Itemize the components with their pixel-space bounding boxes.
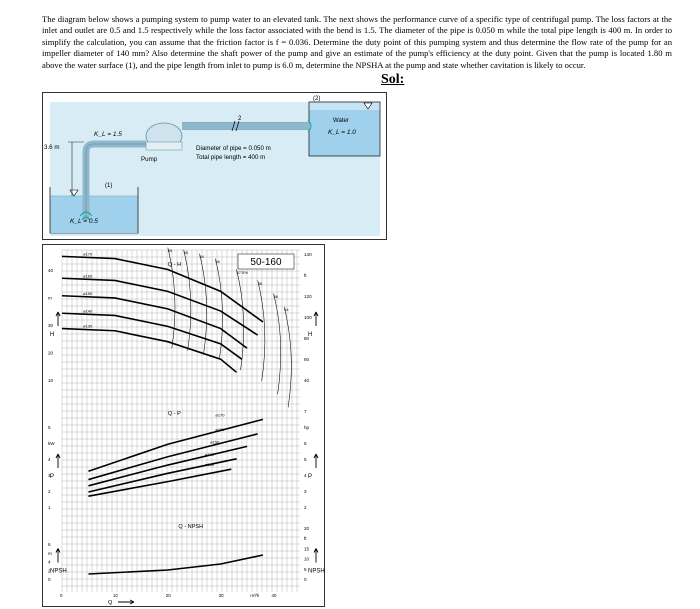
right-tick-label: 5 <box>304 457 307 462</box>
impeller-label: ø140 <box>83 308 93 314</box>
left-tick-label: m <box>48 295 52 301</box>
right-tick-label: 4 <box>304 473 307 478</box>
right-axis-arrow <box>314 454 318 468</box>
pipe-diameter-label: Diameter of pipe = 0.050 m <box>196 145 271 152</box>
kl-bend-label: K_L = 1.5 <box>94 131 122 138</box>
efficiency-label: 50 <box>183 250 189 256</box>
x-tick-label: 30 <box>218 593 224 598</box>
left-tick-label: 2 <box>48 568 51 574</box>
efficiency-label: 57.5% <box>236 269 248 275</box>
left-tick-label: 4 <box>48 457 51 462</box>
height-label: 3.6 m <box>44 144 60 151</box>
impeller-label: ø170 <box>215 412 225 418</box>
pumping-system-diagram <box>42 92 387 240</box>
curve-label: Q - H <box>167 262 182 268</box>
left-tick-label: 2 <box>48 489 51 494</box>
left-axis-arrow <box>56 549 60 563</box>
right-axis-arrow <box>314 312 318 326</box>
right-axis-label: P <box>308 474 313 480</box>
left-tick-label: 0 <box>48 577 51 582</box>
right-tick-label: 15 <box>304 546 310 552</box>
point-1-label: (1) <box>105 183 113 189</box>
x-tick-label: 20 <box>165 593 171 598</box>
right-tick-label: 6 <box>304 441 307 446</box>
left-tick-label: 5 <box>48 425 51 430</box>
right-tick-label: ft <box>304 536 307 542</box>
left-tick-label: 3 <box>48 473 51 478</box>
left-tick-label: 30 <box>48 323 54 328</box>
efficiency-contour <box>284 307 291 408</box>
left-tick-label: 1 <box>48 505 51 510</box>
impeller-label: ø150 <box>83 290 93 296</box>
curve-ø150 <box>88 446 247 485</box>
right-tick-label: 3 <box>304 489 307 494</box>
right-tick-label: hp <box>304 425 310 430</box>
right-tick-label: 20 <box>304 526 310 531</box>
impeller-label: ø150 <box>210 439 220 445</box>
x-tick-label: 0 <box>60 593 63 598</box>
curve-label: Q - NPSH <box>178 524 204 530</box>
right-tick-label: 0 <box>304 577 307 582</box>
efficiency-contour <box>258 280 265 381</box>
lower-reservoir-water <box>51 196 138 233</box>
right-tick-label: 60 <box>304 357 310 362</box>
left-tick-label: kW <box>48 441 55 446</box>
x-axis-label: Q <box>108 600 113 606</box>
solution-label: Sol: <box>381 72 405 87</box>
efficiency-label: 56 <box>215 258 220 264</box>
impeller-label: ø160 <box>215 426 225 432</box>
right-tick-label: 5 <box>304 566 307 572</box>
right-tick-label: 2 <box>304 505 307 510</box>
x-tick-label: m³/h <box>250 593 260 598</box>
x-axis-arrow <box>118 600 134 604</box>
impeller-label: ø160 <box>83 273 93 279</box>
left-tick-label: 40 <box>48 268 54 273</box>
left-tick-label: 6 <box>48 542 51 547</box>
pump-label: Pump <box>141 156 158 163</box>
efficiency-label: 54 <box>199 254 204 260</box>
efficiency-label: 45 <box>167 248 173 253</box>
point-2-label: (2) <box>313 96 321 102</box>
kl-outlet-label: K_L = 1.0 <box>328 129 356 136</box>
x-tick-label: 10 <box>112 593 118 598</box>
right-tick-label: ft <box>304 273 307 278</box>
pipe-length-label: Total pipe length = 400 m <box>196 154 266 161</box>
curve-label: Q - P <box>167 411 181 417</box>
right-tick-label: 100 <box>304 315 312 320</box>
curve-ø130 <box>62 329 237 373</box>
chart-title: 50-160 <box>250 257 282 268</box>
svg-text:2: 2 <box>238 116 242 122</box>
right-axis-arrow <box>314 549 318 563</box>
x-tick-label: 40 <box>271 593 277 598</box>
left-axis-arrow <box>56 312 60 326</box>
impeller-label: ø130 <box>83 323 93 329</box>
right-axis-label: H <box>308 332 313 338</box>
left-axis-label: NPSH <box>50 568 67 575</box>
left-tick-label: m <box>48 550 52 556</box>
efficiency-label: 54 <box>284 307 289 313</box>
left-tick-label: 4 <box>48 559 51 565</box>
right-tick-label: 10 <box>304 556 310 562</box>
impeller-label: ø140 <box>204 451 214 457</box>
right-tick-label: 120 <box>304 294 312 299</box>
efficiency-label: 58 <box>257 280 263 286</box>
right-tick-label: 7 <box>304 409 307 414</box>
left-axis-label: H <box>50 332 55 338</box>
left-axis-label: P <box>50 474 55 480</box>
curve-ø150 <box>62 296 247 349</box>
right-tick-label: 80 <box>304 336 310 341</box>
left-tick-label: 10 <box>48 378 54 383</box>
impeller-label: ø130 <box>204 462 214 468</box>
water-label: Water <box>333 118 349 124</box>
impeller-label: ø170 <box>83 251 93 257</box>
pump-performance-charts <box>42 244 325 607</box>
right-tick-label: 140 <box>304 252 312 257</box>
left-tick-label: 20 <box>48 350 54 356</box>
chart-labels <box>48 248 325 606</box>
right-tick-label: 40 <box>304 378 310 383</box>
efficiency-label: 56 <box>273 293 279 299</box>
right-axis-label: NPSH <box>308 568 325 575</box>
kl-inlet-label: K_L = 0.5 <box>70 218 98 225</box>
chart-grid <box>62 250 300 592</box>
problem-statement: The diagram below shows a pumping system to pump water to an elevated tank. The next shows the performance curve of a specific type of centrifugal pump. The loss factors at the inlet and outlet are 0.5 and 1.5 respectively while the loss factor associated with the bend is 1.5. The diameter of the pipe is 0.050 m while the total pipe length is 400 m. In order to simplify the calculation, you can assume that the friction factor is f = 0.036. Determine the duty point of this pumping system and thus determine the flow rate of the pump for an impeller diameter of 140 mm? Also determine the shaft power of the pump and give an estimate of the pump's efficiency at the duty point. Given that the pump is located 1.80 m above the water surface (1), and the pipe length from inlet to pump is 6.0 m, determine the NPSHA at the pump and state whether cavitation is likely to occur. <box>42 14 672 70</box>
left-axis-arrow <box>56 454 60 468</box>
